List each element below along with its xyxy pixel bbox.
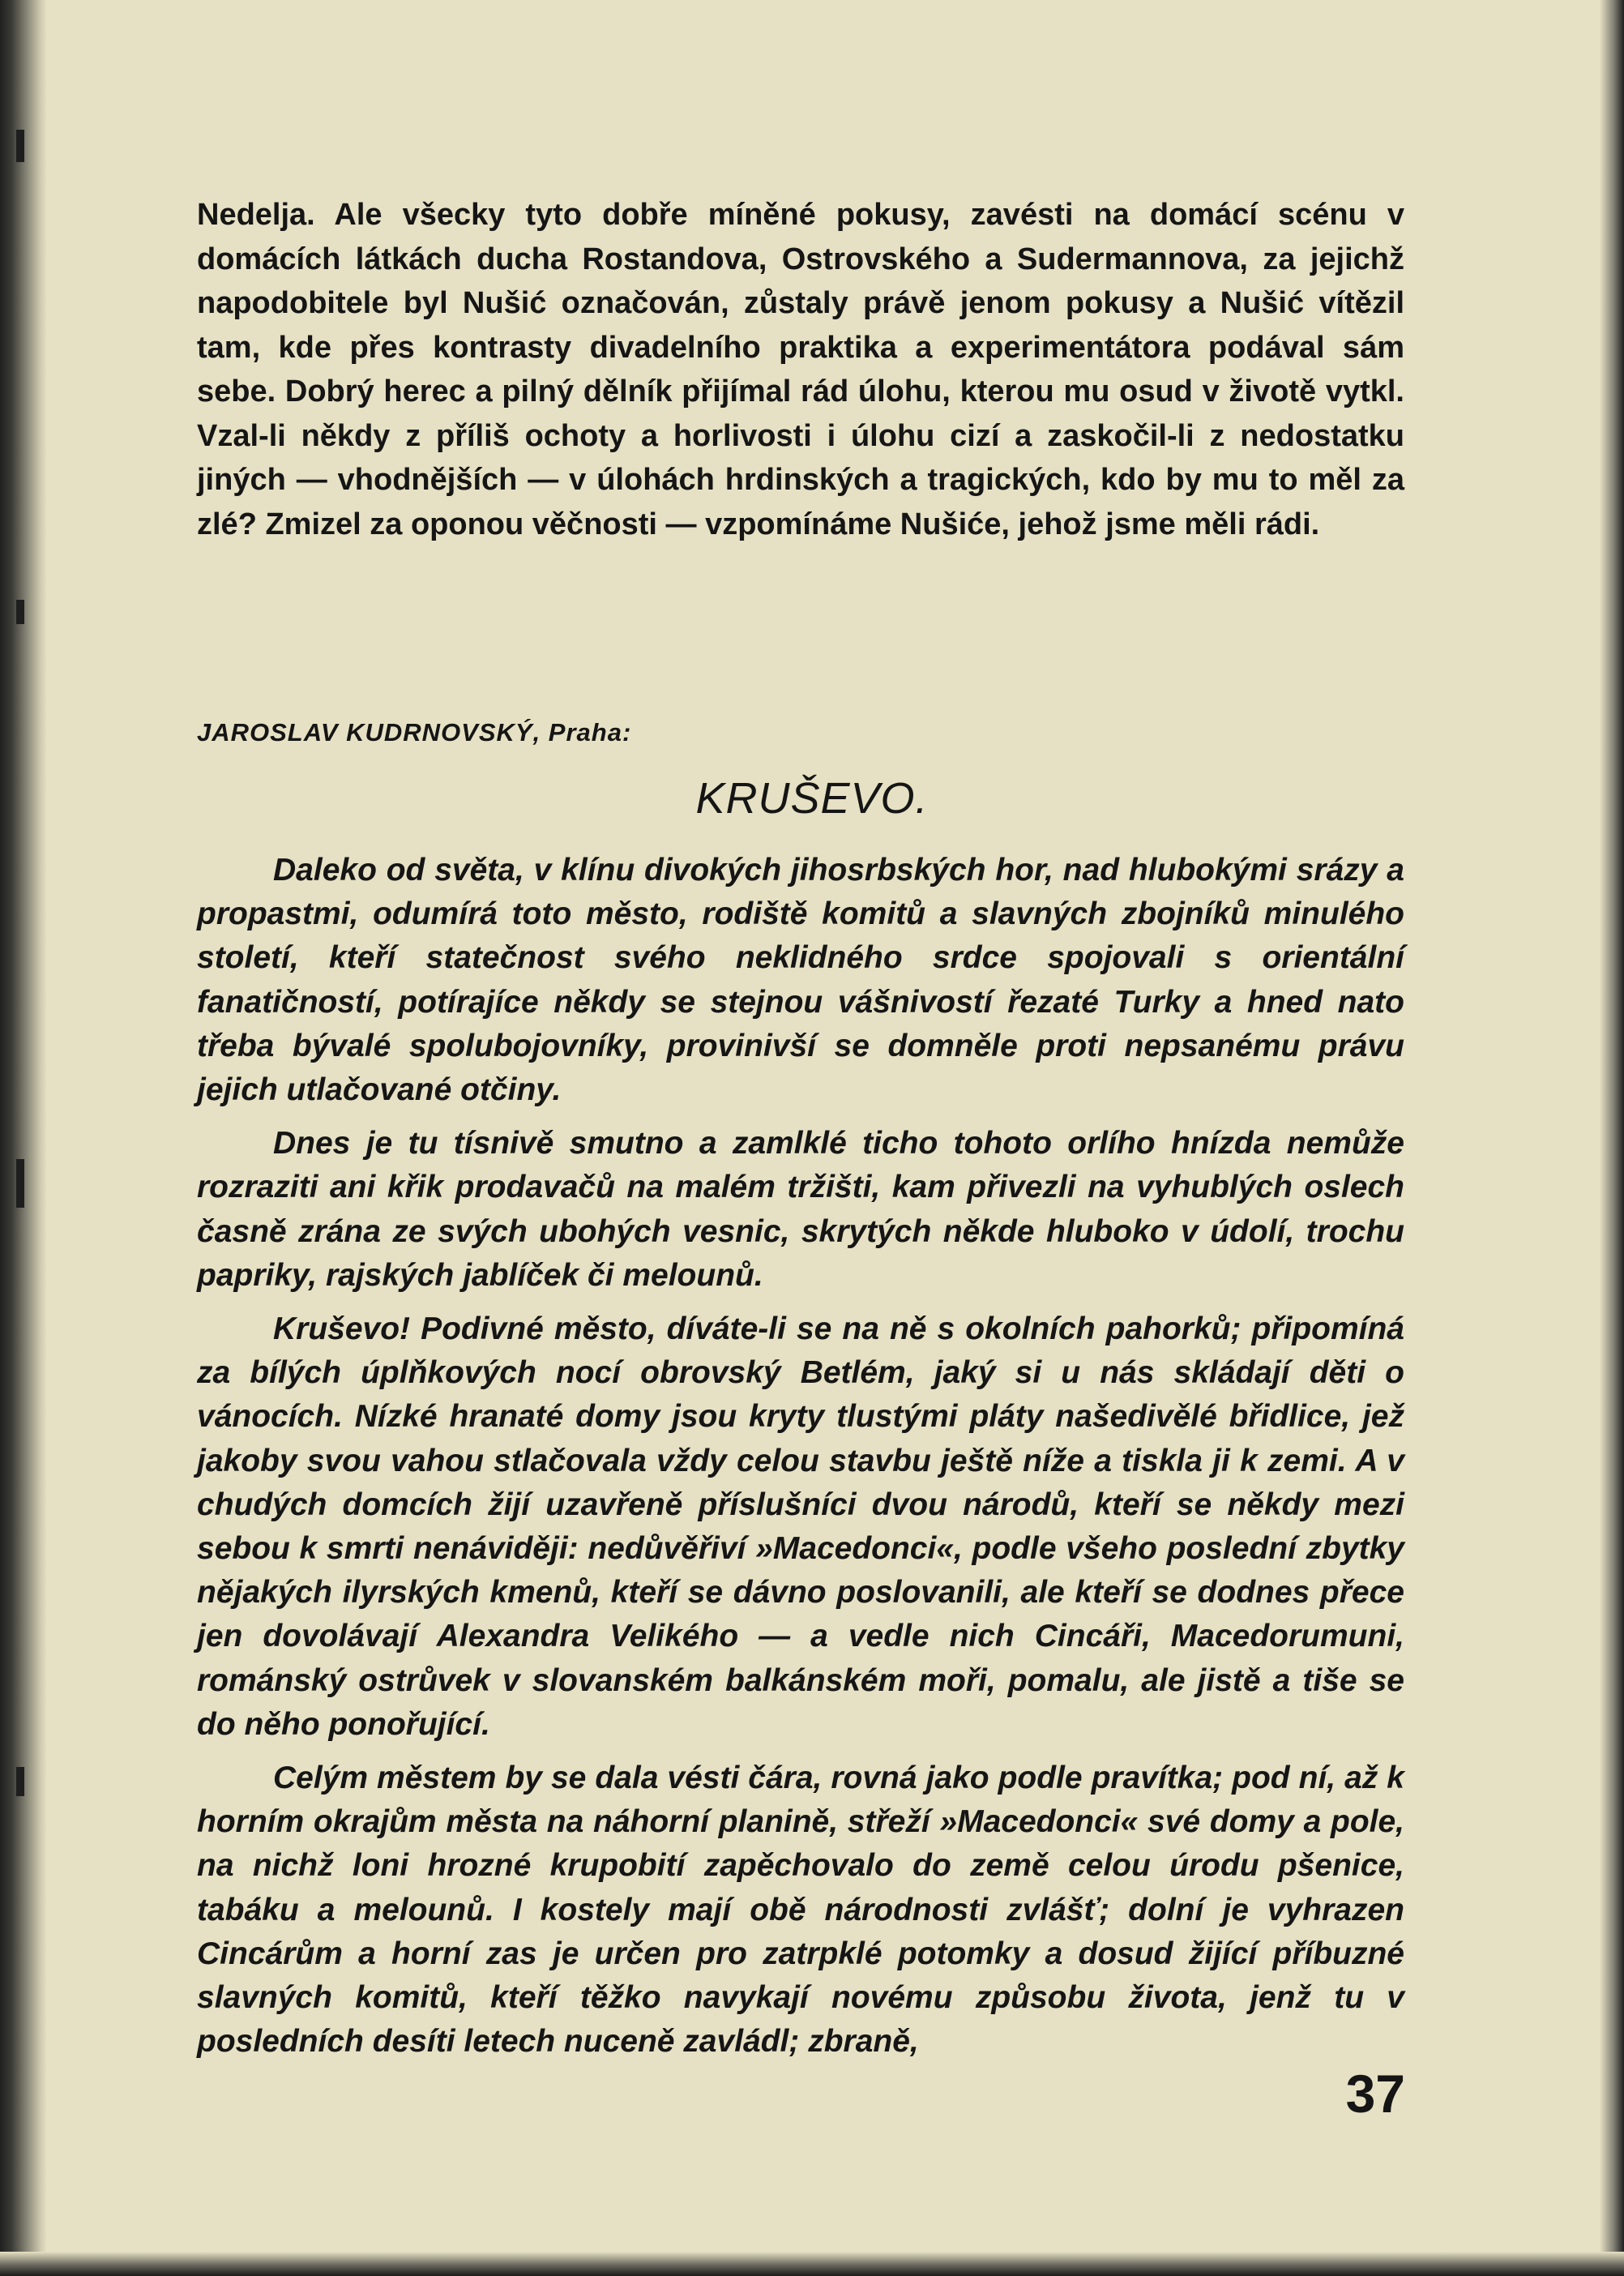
intro-text: [197, 193, 1404, 546]
book-spine: [0, 0, 47, 2276]
page-edge-right: [1600, 0, 1624, 2276]
spine-mark: [16, 600, 24, 624]
article-body: [197, 849, 1404, 2073]
article-paragraph: Daleko od světa, v klínu divokých jihosrbských hor, nad hlubokými srázy a propastmi, odumírá toto město, rodiště komitů a slavných zbojníků minulého století, kteří statečnost svého neklidného srdce spojovali s orientální fanatičností, potírajíce někdy se stejnou vášnivostí řezaté Turky a hned nato třeba bývalé spolubojovníky, provinivší se domněle proti nepsanému právu jejich utlačované otčiny.: [197, 853, 1404, 1108]
intro-paragraph: Nedelja. Ale všecky tyto dobře míněné pokusy, zavésti na domácí scénu v domácích látkách ducha Rostandova, Ostrovského a Sudermannova, za jejichž napodobitele byl Nušić označován, zůstaly právě jenom pokusy a Nušić vítězil tam, kde přes kontrasty divadelního praktika a experimentátora podával sám sebe. Dobrý herec a pilný dělník přijímal rád úlohu, kterou mu osud v životě vytkl. Vzal-li někdy z příliš ochoty a horlivosti i úlohu cizí a zaskočil-li z nedostatku jiných — vhodnějších — v úlohách hrdinských a tragických, kdo by mu to měl za zlé? Zmizel za oponou věčnosti — vzpomínáme Nušiće, jehož jsme měli rádi.: [197, 198, 1404, 541]
page-edge-bottom: [0, 2252, 1624, 2276]
spine-mark: [16, 1767, 24, 1796]
article-paragraph: Dnes je tu tísnivě smutno a zamlklé ticho tohoto orlího hnízda nemůže rozraziti ani křik prodavačů na malém tržišti, kam přivezli na vyhublých oslech časně zrána ze svých ubohých vesnic, skrytých někde hluboko v údolí, trochu papriky, rajských jablíček či melounů.: [197, 1126, 1404, 1293]
article-paragraph: Celým městem by se dala vésti čára, rovná jako podle pravítka; pod ní, až k horním okrajům města na náhorní planině, střeží »Macedonci« své domy a pole, na nichž loni hrozné krupobití zapěchovalo do země celou úrodu pšenice, tabáku a melounů. I kostely mají obě národnosti zvlášť; dolní je vyhrazen Cincárům a horní zas je určen pro zatrpklé potomky a dosud žijící příbuzné slavných komitů, kteří těžko navykají novému způsobu života, jenž tu v posledních desíti letech nuceně zavládl; zbraně,: [197, 1760, 1404, 2060]
page-number: 37: [1345, 2064, 1405, 2124]
article-author: JAROSLAV KUDRNOVSKÝ, Praha:: [197, 718, 632, 747]
article-title: KRUŠEVO.: [695, 774, 929, 823]
article-paragraph: Kruševo! Podivné město, díváte-li se na ně s okolních pahorků; připomíná za bílých úplňkových nocí obrovský Betlém, jaký si u nás skládají děti o vánocích. Nízké hranaté domy jsou kryty tlustými pláty našedivělé břidlice, jež jakoby svou vahou stlačovala vždy celou stavbu ještě níže a tiskla ji k zemi. A v chudých domcích žijí uzavřeně příslušníci dvou národů, kteří se někdy mezi sebou k smrti nenáviději: nedůvěřiví »Macedonci«, podle všeho poslední zbytky nějakých ilyrských kmenů, kteří se dávno poslovanili, ale kteří se dodnes přece jen dovolávají Alexandra Velikého — a vedle nich Cincáři, Macedorumuni, románský ostrůvek v slovanském balkánském moři, pomalu, ale jistě a tiše se do něho ponořující.: [197, 1311, 1404, 1742]
spine-mark: [16, 130, 24, 162]
spine-mark: [16, 1159, 24, 1208]
